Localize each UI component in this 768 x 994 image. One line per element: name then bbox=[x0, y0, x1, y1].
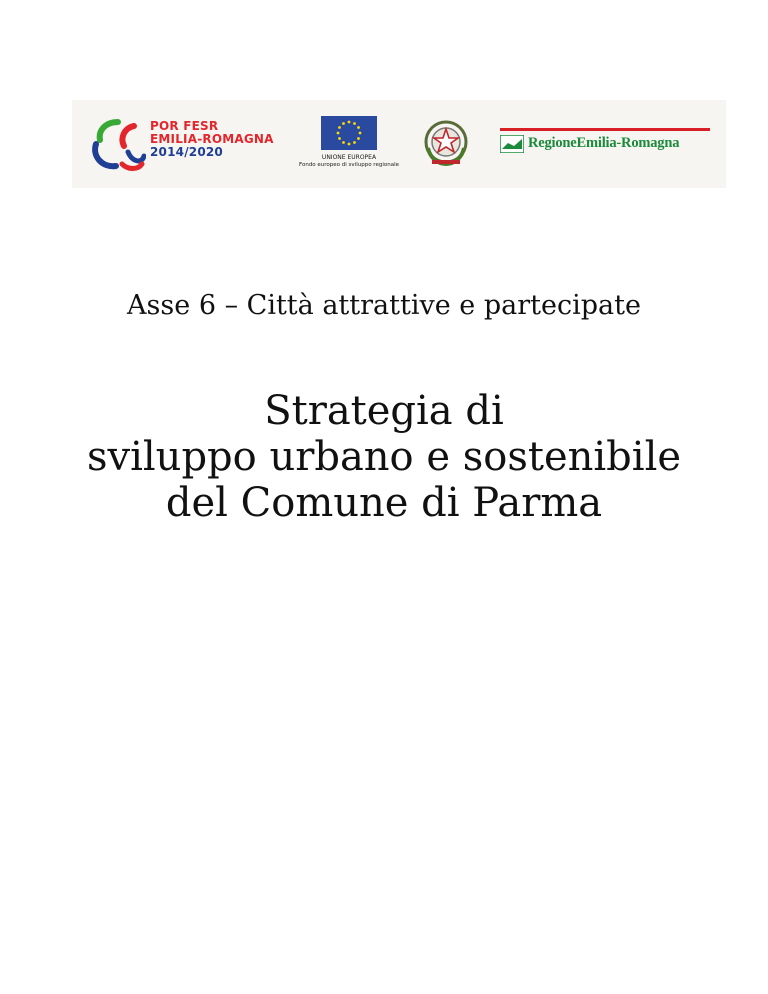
regione-name: RegioneEmilia-Romagna bbox=[528, 135, 680, 151]
title-line-3: del Comune di Parma bbox=[165, 480, 603, 526]
por-fesr-swirl-icon bbox=[88, 116, 146, 174]
por-fesr-logo bbox=[88, 116, 278, 176]
regione-map-icon bbox=[500, 135, 524, 153]
italian-republic-emblem-icon bbox=[418, 114, 474, 170]
eu-fund-caption: Fondo europeo di sviluppo regionale bbox=[299, 162, 399, 168]
title-line-1: Strategia di bbox=[264, 388, 504, 434]
eu-flag-icon bbox=[321, 116, 377, 150]
regione-red-bar bbox=[500, 128, 710, 131]
por-fesr-line2: EMILIA-ROMAGNA bbox=[150, 132, 274, 146]
eu-caption: UNIONE EUROPEA bbox=[321, 154, 377, 161]
por-fesr-line3: 2014/2020 bbox=[150, 145, 223, 159]
por-fesr-line1: POR FESR bbox=[150, 119, 219, 133]
logo-band bbox=[72, 100, 726, 188]
document-title bbox=[0, 388, 768, 526]
title-line-2: sviluppo urbano e sostenibile bbox=[86, 434, 682, 480]
regione-emilia-romagna-logo bbox=[500, 126, 714, 166]
document-subtitle: Asse 6 – Città attrattive e partecipate bbox=[127, 290, 641, 321]
por-fesr-logo-text bbox=[150, 120, 274, 159]
eu-logo bbox=[294, 116, 404, 172]
